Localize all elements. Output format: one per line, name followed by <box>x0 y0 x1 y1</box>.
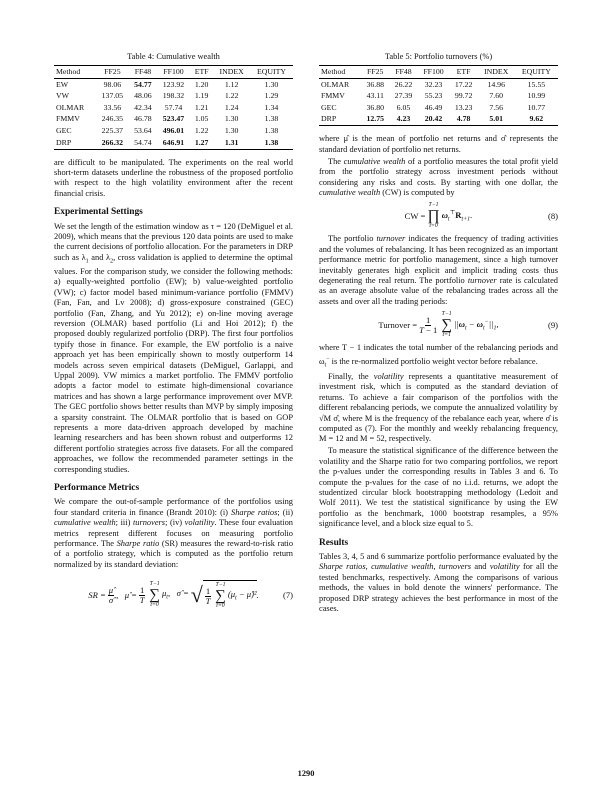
table5-cell: OLMAR <box>319 79 361 91</box>
table5-cell: 14.96 <box>478 79 515 91</box>
table5-cell: DRP <box>319 114 361 126</box>
text-span: and λ <box>88 252 111 262</box>
text-span: where T − 1 indicates the total number of the rebalancing periods and ω <box>319 343 558 366</box>
table5-cell: 9.62 <box>515 114 558 126</box>
table4-header-cell: FF25 <box>96 66 129 79</box>
right-paragraph-results <box>319 552 558 614</box>
table4-cell: 1.38 <box>264 114 279 124</box>
table4-cell: 1.38 <box>250 137 293 149</box>
table4-cell: 523.47 <box>162 114 185 124</box>
table4-cell: 33.56 <box>103 102 122 112</box>
table4 <box>54 65 293 149</box>
table5-header-cell: ETF <box>449 66 477 79</box>
equation-9-label: Turnover <box>378 319 411 330</box>
italic-term: turnover <box>467 275 497 285</box>
section-heading-results: Results <box>319 537 349 548</box>
table4-cell: 1.12 <box>213 79 250 91</box>
text-span: rate is calculated as an average absolute value of the rebalancing trades across all the assets and over all the trading periods: <box>319 275 558 306</box>
table4-cell: GEC <box>56 125 72 135</box>
text-span: indicates the frequency of trading activities and the volumes of rebalancing. It has been recognized as an important performance metric for portfolio management, since a high turnover inevitably generates high explicit and implicit trading costs thus degenerating the real return. The portfolio <box>319 234 558 285</box>
text-span: Finally, the <box>328 371 374 381</box>
text-span: , <box>433 562 439 572</box>
table5-cell: 43.11 <box>366 91 384 101</box>
table4-cell: 496.01 <box>162 125 185 135</box>
table5-cell: 27.39 <box>394 91 413 101</box>
table4-header-cell: ETF <box>190 66 213 79</box>
equation-9-number: (9) <box>547 319 558 330</box>
table4-caption: Table 4: Cumulative wealth <box>127 52 220 61</box>
table5-header-cell: EQUITY <box>515 66 558 79</box>
table5-row <box>319 91 558 103</box>
table4-cell: 1.20 <box>190 79 213 91</box>
table5 <box>319 65 558 126</box>
text-span: . These four evaluation metrics represent different focuses on measuring portfolio performance. The <box>54 518 293 549</box>
table4-cell: 1.29 <box>264 91 279 101</box>
table5-cell: FMMV <box>321 91 345 101</box>
italic-term: turnovers <box>438 562 472 572</box>
equation-7: SR = $\frac{\mû}{\sigmâ}$ , μ̂ = $\frac{1}{T}$ T−1 ∑ t=0 $\mu_t$, σ̂ = √ $\frac{1}{T}$ T−1 ∑ t=0 ($\mu_t$ − μ̂)² . (7) <box>88 581 293 610</box>
italic-term: turnover <box>376 234 406 244</box>
table4-row <box>54 125 293 137</box>
table5-cell: 7.60 <box>489 91 504 101</box>
table4-header-cell: INDEX <box>213 66 250 79</box>
text-span: of a portfolio measures the total profit yield from the portfolio strategy across investment periods without considering any risks and costs. By starting with one dollar, the <box>319 156 558 187</box>
table4-cell: 1.27 <box>190 137 213 149</box>
right-paragraph-cumulative-wealth <box>319 157 558 199</box>
right-paragraph-turnover <box>319 234 558 307</box>
table4-cell: 46.78 <box>134 114 152 124</box>
table5-cell: 10.99 <box>527 91 546 101</box>
right-paragraph-significance: To measure the statistical significance of the difference between the volatility and the Sharpe ratio for two comparing portfolios, we report the p-values under the corresponding results in Tables 3 and 6. To compute the p-values for the case of no i.i.d. returns, we adopt the studentized circular block bootstrapping methodology (Ledoit and Wolf 2011). We test the statistical significance by using the EW portfolio as the benchmark, 1000 bootstrap resamples, a 95% significance level, and a block size equal to 5. <box>319 446 558 529</box>
table4-header-cell: FF48 <box>129 66 157 79</box>
table4-cell: 1.22 <box>194 125 209 135</box>
table5-header-cell: Method <box>319 66 361 79</box>
table5-header-cell: FF48 <box>389 66 417 79</box>
table4-header-row <box>54 66 293 79</box>
table4-cell: 1.38 <box>264 125 279 135</box>
table5-body <box>319 79 558 126</box>
table5-cell: GEC <box>321 102 337 112</box>
table4-cell: 246.35 <box>101 114 124 124</box>
table5-cell: 4.23 <box>389 114 417 126</box>
right-paragraph-1: where μ̂ is the mean of portfolio net returns and σ̂ represents the standard deviation of portfolio net returns. <box>319 134 558 154</box>
italic-term: cumulative wealth <box>319 187 381 197</box>
table5-row <box>319 79 558 91</box>
text-span: The portfolio <box>328 234 377 244</box>
italic-term: Sharpe ratios <box>231 507 278 517</box>
table5-cell: 7.56 <box>489 102 504 112</box>
table5-header-cell: INDEX <box>478 66 515 79</box>
table4-cell: 646.91 <box>157 137 190 149</box>
table4-row <box>54 114 293 126</box>
text-span: and <box>471 562 490 572</box>
equation-8: CW = T−1 ∏ t=0 $\omega_t^⊤R_{t+1}$. (8) <box>404 202 558 230</box>
table4-cell: 98.06 <box>96 79 129 91</box>
table4-row <box>54 91 293 103</box>
table4-cell: 1.30 <box>224 114 239 124</box>
italic-term: volatility <box>373 371 404 381</box>
equation-8-number: (8) <box>547 211 558 222</box>
text-span: represents a quantitative measurement of investment risk, which is computed as the standard deviation of returns. To achieve a fair comparison of the portfolios with the different rebalancing periods, we compute the annualized volatility by √M σ̂, where M is the frequency of the rebalance each year, where σ̂ is computed as (7). For the monthly and weekly rebalancing frequency, M = 12 and M = 52, respectively. <box>319 371 558 444</box>
left-paragraph-settings: We set the length of the estimation window as τ = 120 (DeMiguel et al. 2009), which means that the previous 120 data points are used to make the current decisions of portfolio allocation. For the parameters in DRP such as $\lambda_1$ and $\lambda_2$, cross validation is applied to determine the optimal values. For the comparison study, we consider the following methods: a) equally-weighted portfolio (EW); b) value-weighted portfolio (VW); c) factor model based minimum-variance portfolio (FMMV) (Fan, Fan, and Lv 2008); d) gross-exposure constrained (GEC) portfolio (Fan, Zhang, and Yu 2012); e) on-line moving average reversion (OLMAR) based portfolio (Li and Hoi 2012); f) the proposed doubly regularized portfolio (DRP). The first four portfolios typify those in finance. For example, the EW portfolio is a naive approach yet has been empirically shown to mostly outperform 14 models across seven empirical datasets (DeMiguel, Garlappi, and Uppal 2009). VW mimics a market portfolio. The FMMV portfolio adopts a factor model to estimate high-dimensional covariance matrices and has shown a large performance improvement over MVP. The GEC portfolio shows better results than MVP by simply imposing a sparsity constraint. The OLMAR portfolio that is based on GOP represents a more data-driven approach developed by machine learning researchers and has been shown robust and outperforms 12 different portfolio strategies across five datasets. For all the compared approaches, we follow the recommended parameter settings in the corresponding studies. <box>54 221 293 474</box>
table4-cell: FMMV <box>56 114 80 124</box>
table4-cell: 54.77 <box>129 79 157 91</box>
section-heading-experimental-settings: Experimental Settings <box>54 207 143 218</box>
text-span: for all the tested benchmarks, respectively. Among the comparisons of various methods, the values in bold denote the winners' performance. The proposed DRP strategy achieves the best performance in most of the cases. <box>319 562 558 613</box>
table5-cell: 26.22 <box>389 79 417 91</box>
table4-cell: 1.22 <box>224 91 239 101</box>
table4-cell: 1.21 <box>194 102 209 112</box>
table5-cell: 5.01 <box>478 114 515 126</box>
text-span: We compare the out-of-sample performance of the portfolios using four standard criteria in finance (Brandt 2010): (i) <box>54 497 293 517</box>
equation-7-number: (7) <box>282 590 293 601</box>
left-column <box>54 52 293 614</box>
table4-cell: 57.74 <box>164 102 183 112</box>
table4-cell: 48.06 <box>134 91 152 101</box>
italic-term: Sharpe ratio <box>116 539 160 549</box>
table5-caption: Table 5: Portfolio turnovers (%) <box>384 52 493 61</box>
table5-cell: 20.42 <box>418 114 450 126</box>
table4-cell: EW <box>54 79 96 91</box>
italic-term: cumulative wealth <box>343 156 406 166</box>
left-paragraph-intro: are difficult to be manipulated. The experiments on the real world short-term datasets underline the robustness of the proposed portfolio with respect to the high volatility environment after the recent financial crisis. <box>54 157 293 198</box>
table4-cell: VW <box>56 91 69 101</box>
table5-cell: 6.05 <box>396 102 411 112</box>
text-span: We set the length of the estimation window as τ = 120 (DeMiguel et al. 2009), which means that the previous 120 data points are used to make the current decisions of portfolio allocation. For the parameters in DRP such as λ <box>54 221 293 262</box>
table4-cell: 137.05 <box>101 91 124 101</box>
table5-cell: 13.23 <box>454 102 473 112</box>
table4-cell: 53.64 <box>134 125 152 135</box>
table5-row <box>319 102 558 114</box>
table5-header-row <box>319 66 558 79</box>
table4-cell: 123.92 <box>157 79 190 91</box>
table5-header-cell: FF25 <box>361 66 389 79</box>
table4-cell: 42.34 <box>134 102 152 112</box>
table4-cell: 1.05 <box>194 114 209 124</box>
text-span: , <box>365 562 372 572</box>
text-span: (CW) is computed by <box>380 187 455 197</box>
right-column <box>319 52 558 616</box>
table4-cell: OLMAR <box>56 102 85 112</box>
italic-term: volatility <box>184 518 215 528</box>
table4-header-cell: Method <box>54 66 96 79</box>
table5-cell: 10.77 <box>527 102 546 112</box>
table5-cell: 4.78 <box>449 114 477 126</box>
table4-cell: 266.32 <box>96 137 129 149</box>
table4-cell: 198.32 <box>162 91 185 101</box>
italic-term: turnovers <box>132 518 166 528</box>
text-span: Tables 3, 4, 5 and 6 summarize portfolio performance evaluated by the <box>319 551 558 561</box>
equation-9: Turnover = $\frac{1}{T - 1}$ T−1 ∑ t=1 $||\omega_t - \omega_t^-||_1$, (9) <box>378 311 558 339</box>
table4-cell: 1.24 <box>224 102 239 112</box>
table4-row <box>54 79 293 91</box>
table5-row <box>319 114 558 126</box>
table4-row <box>54 137 293 149</box>
table4-cell: 1.30 <box>224 125 239 135</box>
text-span: is the re-normalized portfolio weight vector before rebalance. <box>329 356 538 366</box>
table4-cell: 1.19 <box>194 91 209 101</box>
table4-header-cell: FF100 <box>157 66 190 79</box>
right-paragraph-where: where T − 1 indicates the total number of the rebalancing periods and $\omega_t^-$ is the re-normalized portfolio weight vector before rebalance. <box>319 343 558 369</box>
table4-cell: 1.34 <box>264 102 279 112</box>
table5-cell: 46.49 <box>424 102 443 112</box>
table4-cell: DRP <box>54 137 96 149</box>
text-span: ; (ii) <box>277 507 294 517</box>
table5-cell: 17.22 <box>449 79 477 91</box>
table4-cell: 54.74 <box>129 137 157 149</box>
section-heading-performance-metrics: Performance Metrics <box>54 483 140 494</box>
italic-term: volatility <box>489 562 520 572</box>
table5-header-cell: FF100 <box>418 66 450 79</box>
table5-cell: 32.23 <box>418 79 450 91</box>
italic-term: cumulative wealth <box>371 562 434 572</box>
table5-cell: 15.55 <box>515 79 558 91</box>
table4-cell: 225.37 <box>101 125 124 135</box>
table4-cell: 1.30 <box>250 79 293 91</box>
table5-cell: 99.72 <box>454 91 473 101</box>
right-paragraph-volatility <box>319 372 558 445</box>
page-number: 1290 <box>297 769 315 778</box>
italic-term: cumulative wealth <box>54 518 116 528</box>
text-span: The <box>328 156 344 166</box>
text-span: , cross validation is applied to determine the optimal values. For the comparison study, we consider the following methods: a) equally-weighted portfolio (EW); b) value-weighted portfolio (VW); c) factor model based minimum-variance portfolio (FMMV) (Fan, Fan, and Lv 2008); d) gross-exposure constrained (GEC) portfolio (Fan, Zhang, and Yu 2012); e) on-line moving average reversion (OLMAR) based portfolio (Li and Hoi 2012); f) the proposed doubly regularized portfolio (DRP). The first four portfolios typify those in finance. For example, the EW portfolio is a naive approach yet has been empirically shown to mostly outperform 14 models across seven empirical datasets (DeMiguel, Garlappi, and Uppal 2009). VW mimics a market portfolio. The FMMV portfolio adopts a factor model to estimate high-dimensional covariance matrices and has shown a large performance improvement over MVP. The GEC portfolio shows better results than MVP by simply imposing a sparsity constraint. The OLMAR portfolio that is based on GOP represents a more data-driven approach developed by machine learning researchers and has been shown robust and outperforms 12 different portfolio strategies across five datasets. For all the compared approaches, we follow the recommended parameter settings in the corresponding studies. <box>54 252 293 474</box>
table5-cell: 12.75 <box>361 114 389 126</box>
table4-header-cell: EQUITY <box>250 66 293 79</box>
table4-cell: 1.31 <box>213 137 250 149</box>
table4-row <box>54 102 293 114</box>
left-paragraph-metrics <box>54 497 293 570</box>
table5-cell: 36.88 <box>361 79 389 91</box>
text-span: (SR) measures the reward-to-risk ratio of a portfolio strategy, which is computed as the portfolio return normalized by its standard deviation: <box>54 539 294 569</box>
table5-cell: 36.80 <box>366 102 384 112</box>
text-span: ; (iv) <box>165 518 185 528</box>
italic-term: Sharpe ratios <box>319 562 366 572</box>
text-span: ; iii) <box>115 518 133 528</box>
table4-body <box>54 79 293 150</box>
table5-cell: 55.23 <box>424 91 443 101</box>
